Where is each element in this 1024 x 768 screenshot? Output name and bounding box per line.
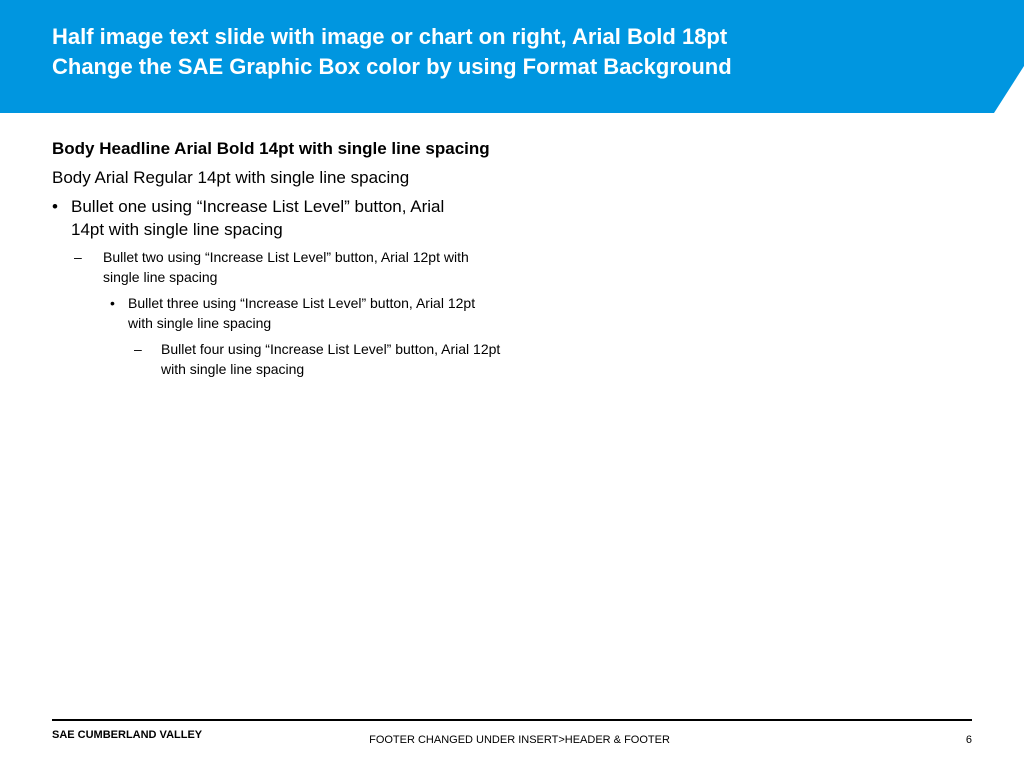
bullet-level-2: [52, 247, 483, 287]
bullet-level-3-text: Bullet three using “Increase List Level” button, Arial 12pt with single line spacing: [128, 295, 476, 331]
page-number: 6: [965, 734, 972, 746]
body-paragraph: Body Arial Regular 14pt with single line spacing: [52, 168, 410, 187]
slide-title-line-1: Half image text slide with image or chart on right, Arial Bold 18pt: [52, 24, 728, 49]
bullet-level-4: [52, 339, 506, 379]
footer-text: FOOTER CHANGED UNDER INSERT>HEADER & FOOTER: [369, 734, 670, 746]
bullet-level-2-text: Bullet two using “Increase List Level” button, Arial 12pt with single line spacing: [103, 249, 469, 285]
bullet-level-1-text: Bullet one using “Increase List Level” button, Arial 14pt with single line spacing: [71, 197, 445, 239]
bullet-level-1: [52, 195, 471, 241]
slide-title: [52, 22, 952, 82]
bullet-dash-icon: –: [134, 341, 142, 357]
footer-divider: [52, 719, 972, 721]
bullet-dash-icon: –: [74, 249, 82, 265]
bullet-level-3: [52, 293, 488, 333]
body-headline: Body Headline Arial Bold 14pt with single line spacing: [52, 139, 490, 158]
slide-title-line-2: Change the SAE Graphic Box color by using Format Background: [52, 54, 732, 79]
body-text-area: [52, 137, 502, 385]
footer-organization: SAE CUMBERLAND VALLEY: [52, 729, 203, 741]
bullet-dot-icon: •: [110, 295, 115, 311]
bullet-level-4-text: Bullet four using “Increase List Level” button, Arial 12pt with single line spacing: [161, 341, 501, 377]
bullet-dot-icon: •: [52, 197, 58, 216]
